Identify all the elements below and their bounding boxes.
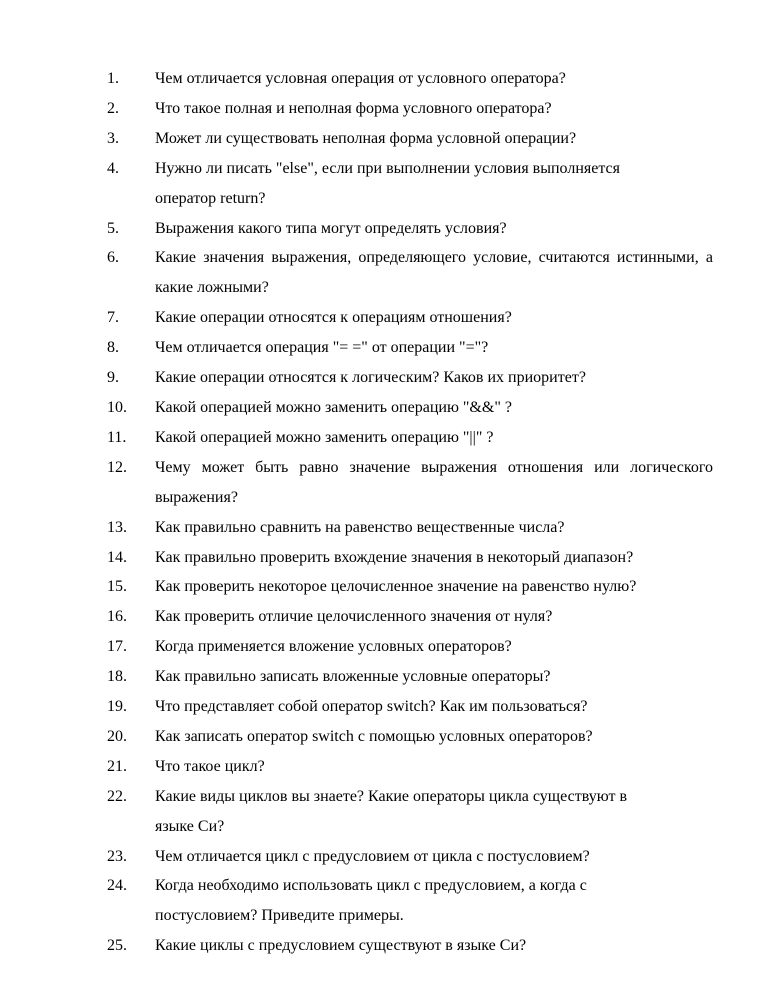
question-text: Какие циклы с предусловием существуют в языке Си? — [155, 937, 527, 955]
question-number: 19. — [107, 698, 127, 716]
question-item — [107, 303, 713, 333]
question-number: 13. — [107, 518, 127, 536]
question-number: 6. — [107, 249, 119, 267]
question-text: Что представляет собой оператор switch? Как им пользоваться? — [155, 698, 588, 716]
question-list — [107, 64, 713, 961]
question-text: Когда применяется вложение условных операторов? — [155, 638, 512, 656]
question-item — [107, 64, 713, 94]
question-number: 12. — [107, 458, 127, 476]
question-number: 8. — [107, 339, 119, 357]
question-number: 14. — [107, 548, 127, 566]
question-text: Какие операции относятся к операциям отношения? — [155, 309, 512, 327]
question-number: 24. — [107, 877, 127, 895]
question-number: 4. — [107, 159, 119, 177]
question-item — [107, 154, 713, 214]
question-text: Какой операцией можно заменить операцию "||" ? — [155, 428, 494, 446]
question-item — [107, 931, 713, 961]
question-text: Как записать оператор switch с помощью условных операторов? — [155, 727, 593, 745]
question-item — [107, 363, 713, 393]
question-item — [107, 124, 713, 154]
question-number: 9. — [107, 369, 119, 387]
question-text: Как правильно проверить вхождение значения в некоторый диапазон? — [155, 548, 634, 566]
question-item — [107, 782, 713, 842]
question-text: Что такое полная и неполная форма условного оператора? — [155, 99, 552, 117]
question-text: Чему может быть равно значение выражения отношения или логического выражения? — [155, 458, 713, 506]
question-number: 20. — [107, 727, 127, 745]
question-item — [107, 453, 713, 513]
question-number: 2. — [107, 99, 119, 117]
question-item — [107, 871, 713, 931]
question-number: 18. — [107, 668, 127, 686]
question-text: Нужно ли писать "else", если при выполнении условия выполняется оператор return? — [155, 159, 620, 207]
question-text: Как проверить некоторое целочисленное значение на равенство нулю? — [155, 578, 637, 596]
question-text: Выражения какого типа могут определять условия? — [155, 219, 507, 237]
question-number: 15. — [107, 578, 127, 596]
question-number: 11. — [107, 428, 127, 446]
question-item — [107, 543, 713, 573]
question-number: 17. — [107, 638, 127, 656]
question-number: 25. — [107, 937, 127, 955]
question-number: 21. — [107, 757, 127, 775]
question-number: 23. — [107, 847, 127, 865]
question-item — [107, 572, 713, 602]
question-text: Как правильно записать вложенные условные операторы? — [155, 668, 551, 686]
question-text: Чем отличается цикл с предусловием от цикла с постусловием? — [155, 847, 590, 865]
question-text: Какие виды циклов вы знаете? Какие операторы цикла существуют в языке Си? — [155, 787, 627, 835]
question-text: Что такое цикл? — [155, 757, 265, 775]
question-item — [107, 333, 713, 363]
question-item — [107, 423, 713, 453]
question-number: 1. — [107, 70, 119, 87]
question-item — [107, 214, 713, 244]
question-number: 10. — [107, 398, 127, 416]
question-item — [107, 393, 713, 423]
question-text: Какой операцией можно заменить операцию "&&" ? — [155, 398, 512, 416]
question-text: Как правильно сравнить на равенство вещественные числа? — [155, 518, 565, 536]
question-item — [107, 243, 713, 303]
question-item — [107, 692, 713, 722]
question-number: 7. — [107, 309, 119, 327]
question-text: Чем отличается условная операция от условного оператора? — [155, 70, 566, 87]
question-item — [107, 602, 713, 632]
question-text: Может ли существовать неполная форма условной операции? — [155, 129, 577, 147]
question-number: 5. — [107, 219, 119, 237]
question-item — [107, 752, 713, 782]
question-item — [107, 722, 713, 752]
question-item — [107, 632, 713, 662]
question-item — [107, 513, 713, 543]
question-number: 22. — [107, 787, 127, 805]
question-number: 3. — [107, 129, 119, 147]
question-item — [107, 842, 713, 872]
question-number: 16. — [107, 608, 127, 626]
question-text: Чем отличается операция "= =" от операции "="? — [155, 339, 489, 357]
question-text: Какие операции относятся к логическим? Каков их приоритет? — [155, 369, 586, 387]
question-text: Когда необходимо использовать цикл с предусловием, а когда с постусловием? Приведите примеры. — [155, 877, 587, 925]
question-text: Какие значения выражения, определяющего условие, считаются истинными, а какие ложными? — [155, 249, 713, 297]
question-item — [107, 662, 713, 692]
question-text: Как проверить отличие целочисленного значения от нуля? — [155, 608, 553, 626]
question-item — [107, 94, 713, 124]
